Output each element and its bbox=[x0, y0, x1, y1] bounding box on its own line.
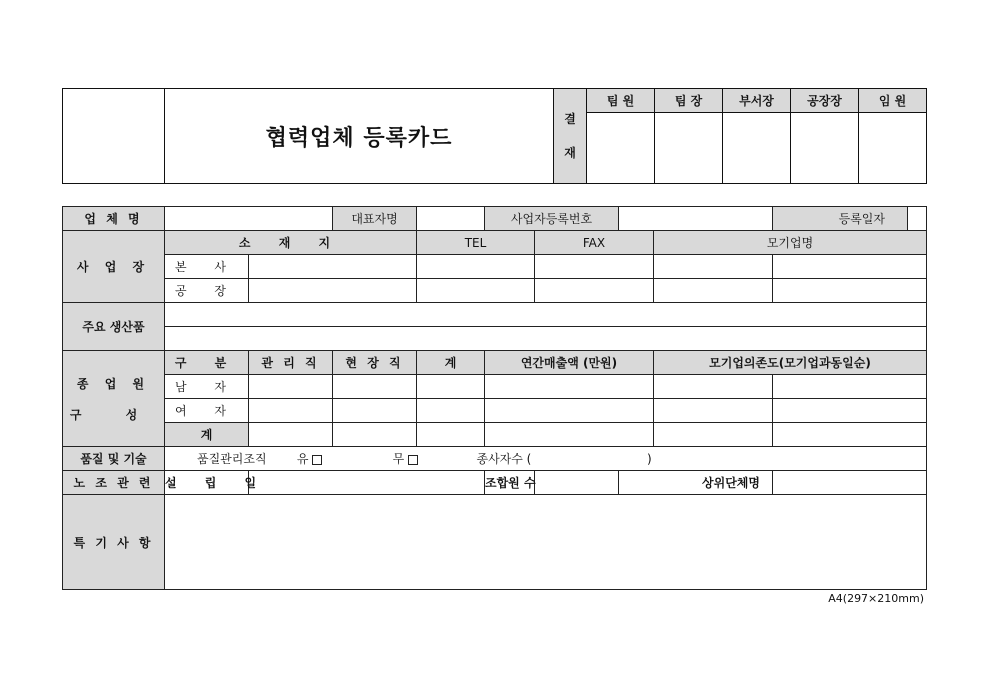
union-members-field[interactable] bbox=[535, 471, 619, 495]
hq-parent-field[interactable] bbox=[654, 255, 773, 279]
plant-fax-field[interactable] bbox=[535, 279, 654, 303]
hq-fax-field[interactable] bbox=[535, 255, 654, 279]
union-members-label: 조합원 수 bbox=[485, 471, 535, 495]
employees-col-annual-sales: 연간매출액 (만원) bbox=[485, 351, 654, 375]
hq-tel-field[interactable] bbox=[417, 255, 535, 279]
main-products-label: 주요 생산품 bbox=[63, 303, 165, 351]
female-dependence-field[interactable] bbox=[654, 399, 773, 423]
female-total-field[interactable] bbox=[417, 399, 485, 423]
employees-col-dependence: 모기업의존도(모기업과동일순) bbox=[654, 351, 927, 375]
employees-label bbox=[63, 351, 165, 447]
plant-address-field[interactable] bbox=[249, 279, 417, 303]
workplace-label: 사 업 장 bbox=[63, 231, 165, 303]
employees-row-male: 남 자 bbox=[165, 375, 249, 399]
total-field-field[interactable] bbox=[333, 423, 417, 447]
approval-sign-team-member[interactable] bbox=[587, 113, 655, 184]
registration-date-label: 등록일자 bbox=[773, 207, 908, 231]
quality-row bbox=[165, 447, 927, 471]
workplace-col-parent: 모기업명 bbox=[654, 231, 927, 255]
quality-no-option[interactable] bbox=[393, 450, 473, 467]
main-products-field-1[interactable] bbox=[165, 303, 927, 327]
company-name-field[interactable] bbox=[165, 207, 333, 231]
business-reg-no-field[interactable] bbox=[619, 207, 773, 231]
plant-tel-field[interactable] bbox=[417, 279, 535, 303]
male-total-field[interactable] bbox=[417, 375, 485, 399]
female-field-field[interactable] bbox=[333, 399, 417, 423]
quality-no-label: 무 bbox=[392, 452, 405, 466]
male-management-field[interactable] bbox=[249, 375, 333, 399]
representative-label: 대표자명 bbox=[333, 207, 417, 231]
approval-role-dept-head: 부서장 bbox=[723, 89, 791, 113]
male-sales-field[interactable] bbox=[485, 375, 654, 399]
company-name-label: 업 체 명 bbox=[63, 207, 165, 231]
employees-row-total: 계 bbox=[165, 423, 249, 447]
employees-label-top: 종 업 원 bbox=[76, 376, 151, 391]
quality-yes-option[interactable] bbox=[297, 450, 389, 467]
approval-label bbox=[554, 89, 587, 184]
hq-parent-extra-field[interactable] bbox=[773, 255, 927, 279]
representative-field[interactable] bbox=[417, 207, 485, 231]
union-established-label: 설 립 일 bbox=[165, 471, 249, 495]
workplace-col-tel: TEL bbox=[417, 231, 535, 255]
plant-parent-field[interactable] bbox=[654, 279, 773, 303]
form-title: 협력업체 등록카드 bbox=[165, 89, 554, 184]
total-total-field[interactable] bbox=[417, 423, 485, 447]
quality-staff-open: 종사자수 ( bbox=[476, 452, 532, 466]
workplace-row-hq: 본 사 bbox=[165, 255, 249, 279]
approval-sign-plant-manager[interactable] bbox=[791, 113, 859, 184]
header-table bbox=[62, 88, 927, 184]
approval-sign-dept-head[interactable] bbox=[723, 113, 791, 184]
approval-role-team-leader: 팀 장 bbox=[655, 89, 723, 113]
approval-role-plant-manager: 공장장 bbox=[791, 89, 859, 113]
approval-role-executive: 임 원 bbox=[859, 89, 927, 113]
quality-staff-close: ) bbox=[647, 452, 652, 466]
logo-cell bbox=[63, 89, 165, 184]
total-dependence-extra-field[interactable] bbox=[773, 423, 927, 447]
male-dependence-field[interactable] bbox=[654, 375, 773, 399]
business-reg-no-label: 사업자등록번호 bbox=[485, 207, 619, 231]
plant-parent-extra-field[interactable] bbox=[773, 279, 927, 303]
workplace-row-plant: 공 장 bbox=[165, 279, 249, 303]
special-notes-field[interactable] bbox=[165, 495, 927, 590]
approval-label-top: 결 bbox=[564, 112, 576, 126]
workplace-col-address: 소 재 지 bbox=[165, 231, 417, 255]
workplace-col-fax: FAX bbox=[535, 231, 654, 255]
quality-yes-checkbox[interactable] bbox=[312, 455, 322, 465]
total-management-field[interactable] bbox=[249, 423, 333, 447]
employees-row-female: 여 자 bbox=[165, 399, 249, 423]
employees-col-category: 구 분 bbox=[165, 351, 249, 375]
approval-sign-executive[interactable] bbox=[859, 113, 927, 184]
employees-label-bottom: 구 성 bbox=[69, 407, 158, 422]
approval-sign-team-leader[interactable] bbox=[655, 113, 723, 184]
total-dependence-field[interactable] bbox=[654, 423, 773, 447]
female-dependence-extra-field[interactable] bbox=[773, 399, 927, 423]
union-parent-org-label: 상위단체명 bbox=[619, 471, 773, 495]
quality-yes-label: 유 bbox=[296, 452, 309, 466]
special-notes-label: 특 기 사 항 bbox=[63, 495, 165, 590]
employees-col-management: 관 리 직 bbox=[249, 351, 333, 375]
registration-table bbox=[62, 206, 927, 590]
registration-date-field[interactable] bbox=[908, 207, 927, 231]
female-management-field[interactable] bbox=[249, 399, 333, 423]
approval-label-bottom: 재 bbox=[564, 146, 576, 160]
male-field-field[interactable] bbox=[333, 375, 417, 399]
quality-label: 품질 및 기술 bbox=[63, 447, 165, 471]
female-sales-field[interactable] bbox=[485, 399, 654, 423]
employees-col-field: 현 장 직 bbox=[333, 351, 417, 375]
approval-role-team-member: 팀 원 bbox=[587, 89, 655, 113]
quality-org-label: 품질관리조직 bbox=[197, 452, 267, 466]
hq-address-field[interactable] bbox=[249, 255, 417, 279]
union-label: 노 조 관 련 bbox=[63, 471, 165, 495]
total-sales-field[interactable] bbox=[485, 423, 654, 447]
male-dependence-extra-field[interactable] bbox=[773, 375, 927, 399]
union-established-field[interactable] bbox=[249, 471, 485, 495]
main-products-field-2[interactable] bbox=[165, 327, 927, 351]
paper-size-note: A4(297×210mm) bbox=[828, 592, 924, 605]
quality-no-checkbox[interactable] bbox=[408, 455, 418, 465]
union-parent-org-field[interactable] bbox=[773, 471, 927, 495]
employees-col-total: 계 bbox=[417, 351, 485, 375]
